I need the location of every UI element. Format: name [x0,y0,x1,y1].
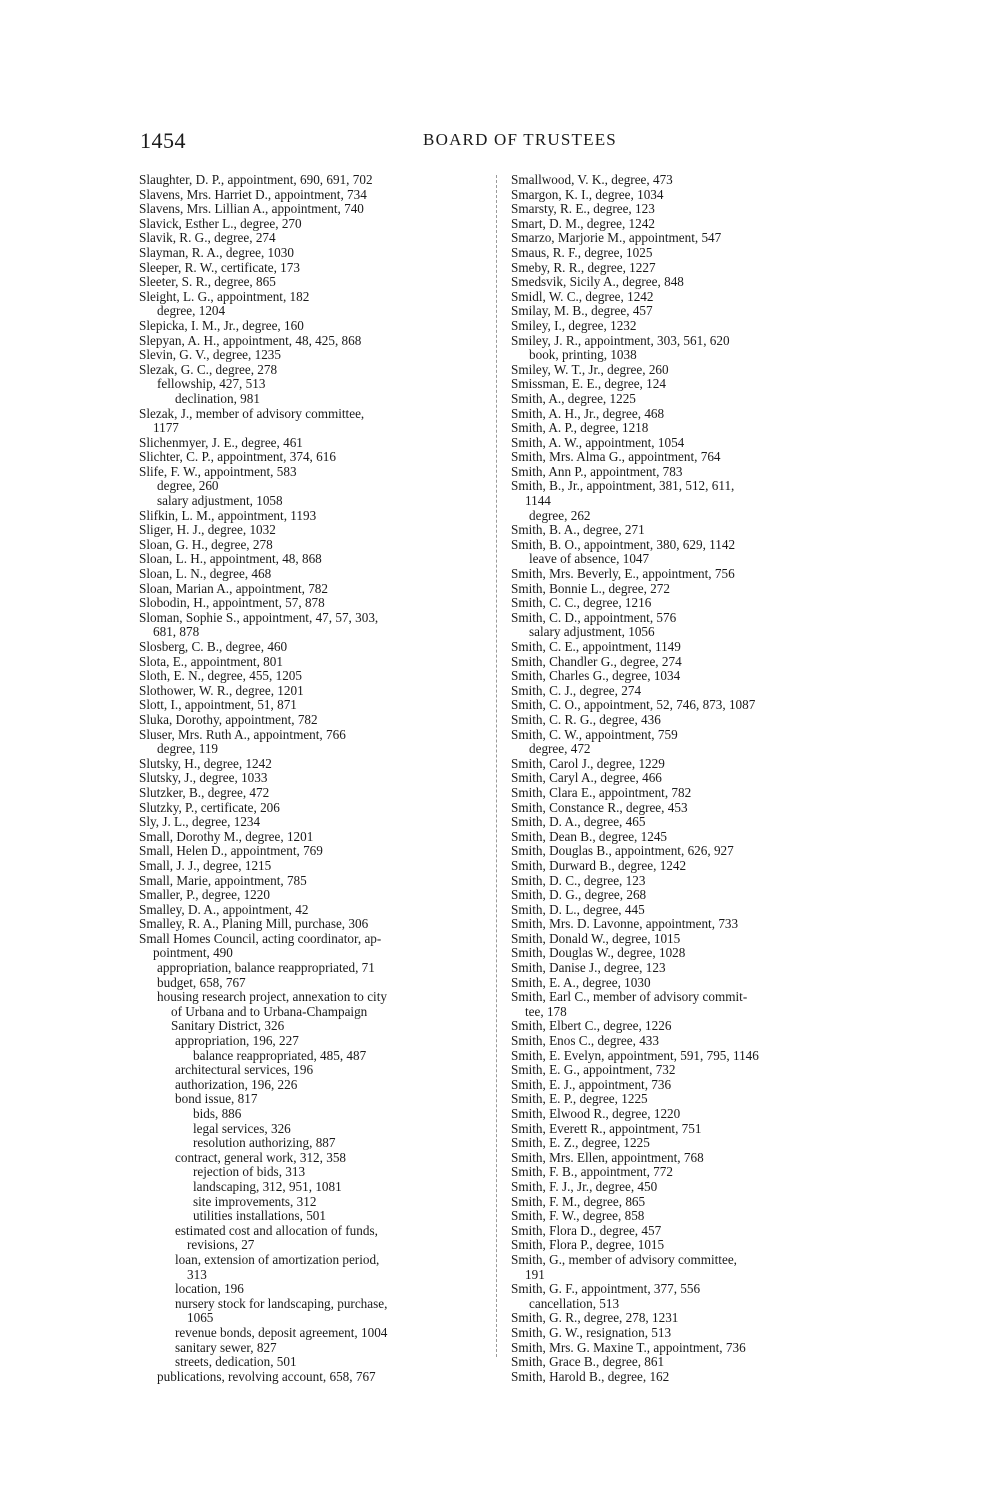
right-index-entry: Smith, Flora P., degree, 1015 [511,1237,665,1253]
right-index-entry: Smith, Elbert C., degree, 1226 [511,1018,672,1034]
left-index-entry: Slutsky, J., degree, 1033 [139,770,268,786]
right-index-entry: Smith, E. P., degree, 1225 [511,1091,648,1107]
right-index-entry: Smith, Carol J., degree, 1229 [511,755,665,771]
right-index-entry: Smith, Charles G., degree, 1034 [511,668,681,684]
right-index-entry: Smith, C. C., degree, 1216 [511,595,652,611]
running-title: BOARD OF TRUSTEES [423,130,617,149]
right-index-entry: Smith, D. L., degree, 445 [511,901,645,917]
right-index-entry: Smith, Enos C., degree, 433 [511,1033,659,1049]
left-index-entry: 1065 [187,1310,214,1326]
left-index-entry: nursery stock for landscaping, purchase, [175,1295,388,1311]
left-index-entry: publications, revolving account, 658, 767 [157,1368,376,1384]
left-index-entry: Slaughter, D. P., appointment, 690, 691, 702 [139,172,373,187]
right-index-entry: Smith, Everett R., appointment, 751 [511,1120,702,1136]
left-index-entry: resolution authorizing, 887 [193,1135,336,1151]
right-index-entry: Smith, G. R., degree, 278, 1231 [511,1310,679,1326]
right-index-entry: Smith, Ann P., appointment, 783 [511,463,683,479]
left-index-entry: streets, dedication, 501 [175,1354,297,1370]
right-index-entry: Smith, Earl C., member of advisory commit- [511,989,748,1005]
left-index-entry: rejection of bids, 313 [193,1164,306,1180]
right-index-entry: Smith, E. A., degree, 1030 [511,974,651,990]
left-index-entry: sanitary sewer, 827 [175,1339,277,1355]
right-index-entry: Smiley, I., degree, 1232 [511,317,637,333]
right-index-entry: Smith, C. R. G., degree, 436 [511,711,661,727]
left-index-entry: Slobodin, H., appointment, 57, 878 [139,595,325,611]
left-index-entry: Sloan, L. N., degree, 468 [139,566,272,582]
right-index-entry: degree, 262 [529,507,591,523]
left-index-entry: architectural services, 196 [175,1062,314,1078]
right-index-entry: Smith, B., Jr., appointment, 381, 512, 611, [511,478,735,494]
right-index-entry: Smith, F. W., degree, 858 [511,1208,645,1224]
right-index-entry: Smith, Clara E., appointment, 782 [511,784,692,800]
left-index-entry: landscaping, 312, 951, 1081 [193,1178,342,1194]
left-index-entry: authorization, 196, 226 [175,1076,298,1092]
left-index-entry: Sleeter, S. R., degree, 865 [139,274,276,290]
right-index-entry: Smith, A. P., degree, 1218 [511,420,649,436]
left-index-entry: revenue bonds, deposit agreement, 1004 [175,1324,388,1340]
index-column-right [511,173,871,1384]
left-index-entry: Slutzky, P., certificate, 206 [139,799,280,815]
right-index-entry: Smith, B. O., appointment, 380, 629, 1142 [511,536,736,552]
right-index-entry: Smith, C. W., appointment, 759 [511,726,678,742]
right-index-entry: Smissman, E. E., degree, 124 [511,376,666,392]
left-index-entry: Slott, I., appointment, 51, 871 [139,697,297,713]
left-index-entry: Slothower, W. R., degree, 1201 [139,682,304,698]
left-index-entry: site improvements, 312 [193,1193,317,1209]
left-index-entry: Sliger, H. J., degree, 1032 [139,522,276,538]
left-index-entry: location, 196 [175,1281,244,1297]
page-number: 1454 [140,128,186,153]
left-index-entry: appropriation, 196, 227 [175,1033,299,1049]
right-index-entry: book, printing, 1038 [529,347,637,363]
left-index-entry: Slepyan, A. H., appointment, 48, 425, 868 [139,332,362,348]
left-index-entry: Small, Helen D., appointment, 769 [139,843,323,859]
right-index-entry: Smith, Dean B., degree, 1245 [511,828,668,844]
right-index-entry: Smith, Douglas B., appointment, 626, 927 [511,843,734,859]
right-index-entry: Smith, Danise J., degree, 123 [511,960,666,976]
right-index-entry: Smith, Chandler G., degree, 274 [511,653,682,669]
left-index-entry: Slezak, J., member of advisory committee, [139,405,365,421]
right-index-entry: Smarsty, R. E., degree, 123 [511,201,655,217]
left-index-entry: Sluser, Mrs. Ruth A., appointment, 766 [139,726,346,742]
left-index-entry: Sloan, G. H., degree, 278 [139,536,273,552]
left-index-entry: Sloan, Marian A., appointment, 782 [139,580,328,596]
right-index-entry: Smith, G. F., appointment, 377, 556 [511,1281,701,1297]
index-column-left [139,173,491,1384]
right-index-entry: Smiley, J. R., appointment, 303, 561, 620 [511,332,730,348]
left-index-entry: Small, J. J., degree, 1215 [139,857,272,873]
left-index-entry: Slife, F. W., appointment, 583 [139,463,297,479]
right-index-entry: Smiley, W. T., Jr., degree, 260 [511,361,669,377]
left-index-entry: Slavens, Mrs. Harriet D., appointment, 734 [139,186,367,202]
left-index-entry: Small, Marie, appointment, 785 [139,872,307,888]
right-index-entry: Smith, Mrs. Beverly, E., appointment, 756 [511,566,735,582]
left-index-entry: 681, 878 [153,624,200,640]
left-index-entry: Slayman, R. A., degree, 1030 [139,244,294,260]
right-index-entry: Smith, C. D., appointment, 576 [511,609,677,625]
left-index-entry: contract, general work, 312, 358 [175,1149,347,1165]
right-index-entry: Smith, D. C., degree, 123 [511,872,646,888]
right-index-entry: Smith, A. W., appointment, 1054 [511,434,685,450]
right-index-entry: Smith, E. Evelyn, appointment, 591, 795, 1146 [511,1047,759,1063]
right-index-entry: Smith, C. E., appointment, 1149 [511,639,681,654]
right-index-entry: Smith, Mrs. Ellen, appointment, 768 [511,1149,704,1165]
left-index-entry: appropriation, balance reappropriated, 71 [157,960,375,976]
right-index-entry: Smaus, R. F., degree, 1025 [511,244,653,260]
column-divider [496,175,497,1357]
right-index-entry: Smith, Grace B., degree, 861 [511,1354,665,1370]
left-index-entry: Sleight, L. G., appointment, 182 [139,288,310,304]
left-index-entry: bids, 886 [193,1106,242,1121]
left-index-entry: pointment, 490 [153,945,233,961]
left-index-entry: Small Homes Council, acting coordinator, ap- [139,930,382,946]
right-index-entry: salary adjustment, 1056 [529,624,655,640]
left-index-entry: Slichenmyer, J. E., degree, 461 [139,434,303,450]
left-index-entry: declination, 981 [175,390,260,406]
right-index-entry: Smith, Caryl A., degree, 466 [511,770,662,786]
left-index-entry: Slavens, Mrs. Lillian A., appointment, 740 [139,201,364,217]
left-index-entry: degree, 260 [157,478,219,494]
right-index-entry: Smith, Bonnie L., degree, 272 [511,580,670,596]
right-index-entry: Smidl, W. C., degree, 1242 [511,288,654,304]
right-index-entry: Smith, C. J., degree, 274 [511,682,642,698]
left-index-entry: Sleeper, R. W., certificate, 173 [139,259,300,275]
right-index-entry: Smith, G. W., resignation, 513 [511,1324,672,1340]
right-index-entry: Smith, C. O., appointment, 52, 746, 873, 1087 [511,697,756,713]
left-index-entry: 313 [187,1266,207,1282]
left-index-entry: Smalley, R. A., Planing Mill, purchase, 306 [139,916,369,932]
left-index-entry: estimated cost and allocation of funds, [175,1222,378,1238]
left-index-entry: utilities installations, 501 [193,1208,326,1224]
left-index-entry: Small, Dorothy M., degree, 1201 [139,828,314,844]
left-index-entry: Slifkin, L. M., appointment, 1193 [139,507,317,523]
right-index-entry: Smith, E. J., appointment, 736 [511,1076,672,1092]
right-index-entry: Smith, Mrs. Alma G., appointment, 764 [511,449,721,465]
left-index-entry: Sluka, Dorothy, appointment, 782 [139,711,318,727]
left-index-entry: Slichter, C. P., appointment, 374, 616 [139,449,336,465]
left-index-entry: budget, 658, 767 [157,974,246,990]
left-index-entry: Smalley, D. A., appointment, 42 [139,901,309,917]
right-index-entry: Smith, B. A., degree, 271 [511,522,645,538]
left-index-entry: 1177 [153,420,179,436]
left-index-entry: bond issue, 817 [175,1091,258,1107]
right-index-entry: Smallwood, V. K., degree, 473 [511,172,673,187]
right-index-entry: cancellation, 513 [529,1295,620,1311]
right-index-entry: Smith, Mrs. D. Lavonne, appointment, 733 [511,916,739,932]
left-index-entry: Smaller, P., degree, 1220 [139,887,270,903]
right-index-entry: Smith, F. B., appointment, 772 [511,1164,673,1180]
left-index-entry: degree, 119 [157,741,219,757]
left-index-entry: fellowship, 427, 513 [157,376,266,392]
left-index-entry: Sloman, Sophie S., appointment, 47, 57, 303, [139,609,379,625]
right-index-entry: Smith, D. A., degree, 465 [511,814,646,830]
right-index-entry: Smith, Harold B., degree, 162 [511,1368,670,1384]
right-index-entry: Smart, D. M., degree, 1242 [511,215,655,231]
right-index-entry: Smith, Donald W., degree, 1015 [511,930,681,946]
left-index-entry: Slavick, Esther L., degree, 270 [139,215,302,231]
left-index-entry: Slota, E., appointment, 801 [139,653,283,669]
right-index-entry: Smith, F. J., Jr., degree, 450 [511,1178,658,1194]
left-index-entry: loan, extension of amortization period, [175,1251,380,1267]
left-index-entry: balance reappropriated, 485, 487 [193,1047,367,1063]
right-index-entry: Smith, Flora D., degree, 457 [511,1222,662,1238]
right-index-entry: leave of absence, 1047 [529,551,650,567]
right-index-entry: 1144 [525,493,551,509]
right-index-entry: Smedsvik, Sicily A., degree, 848 [511,274,684,290]
right-index-entry: tee, 178 [525,1003,567,1019]
left-index-entry: Slavik, R. G., degree, 274 [139,230,276,246]
right-index-entry: Smith, E. Z., degree, 1225 [511,1135,650,1151]
right-index-entry: Smith, A., degree, 1225 [511,390,636,406]
right-index-entry: Smith, F. M., degree, 865 [511,1193,646,1209]
left-index-entry: Slevin, G. V., degree, 1235 [139,347,281,363]
left-index-entry: Slepicka, I. M., Jr., degree, 160 [139,317,304,333]
right-index-entry: Smith, Mrs. G. Maxine T., appointment, 736 [511,1339,746,1355]
right-index-entry: Smith, E. G., appointment, 732 [511,1062,676,1078]
right-index-entry: Smith, D. G., degree, 268 [511,887,647,903]
left-index-entry: degree, 1204 [157,303,226,319]
left-index-entry: revisions, 27 [187,1237,255,1253]
left-index-entry: Slosberg, C. B., degree, 460 [139,639,288,654]
left-index-entry: Slezak, G. C., degree, 278 [139,361,278,377]
left-index-entry: Sloan, L. H., appointment, 48, 868 [139,551,322,567]
left-index-entry: salary adjustment, 1058 [157,493,283,509]
left-index-entry: Sly, J. L., degree, 1234 [139,814,261,830]
right-index-entry: Smilay, M. B., degree, 457 [511,303,653,319]
left-index-entry: Sanitary District, 326 [171,1018,285,1034]
right-index-entry: 191 [525,1266,545,1282]
right-index-entry: Smith, G., member of advisory committee, [511,1251,737,1267]
right-index-entry: Smith, A. H., Jr., degree, 468 [511,405,665,421]
right-index-entry: Smargon, K. I., degree, 1034 [511,186,664,202]
right-index-entry: Smarzo, Marjorie M., appointment, 547 [511,230,722,246]
right-index-entry: Smith, Elwood R., degree, 1220 [511,1106,681,1121]
right-index-entry: Smeby, R. R., degree, 1227 [511,259,656,275]
right-index-entry: degree, 472 [529,741,591,757]
left-index-entry: housing research project, annexation to city [157,989,387,1005]
right-index-entry: Smith, Durward B., degree, 1242 [511,857,687,873]
right-index-entry: Smith, Douglas W., degree, 1028 [511,945,686,961]
left-index-entry: of Urbana and to Urbana-Champaign [171,1003,368,1019]
left-index-entry: legal services, 326 [193,1120,291,1136]
left-index-entry: Slutsky, H., degree, 1242 [139,755,272,771]
right-index-entry: Smith, Constance R., degree, 453 [511,799,688,815]
left-index-entry: Slutzker, B., degree, 472 [139,784,270,800]
left-index-entry: Sloth, E. N., degree, 455, 1205 [139,668,302,684]
